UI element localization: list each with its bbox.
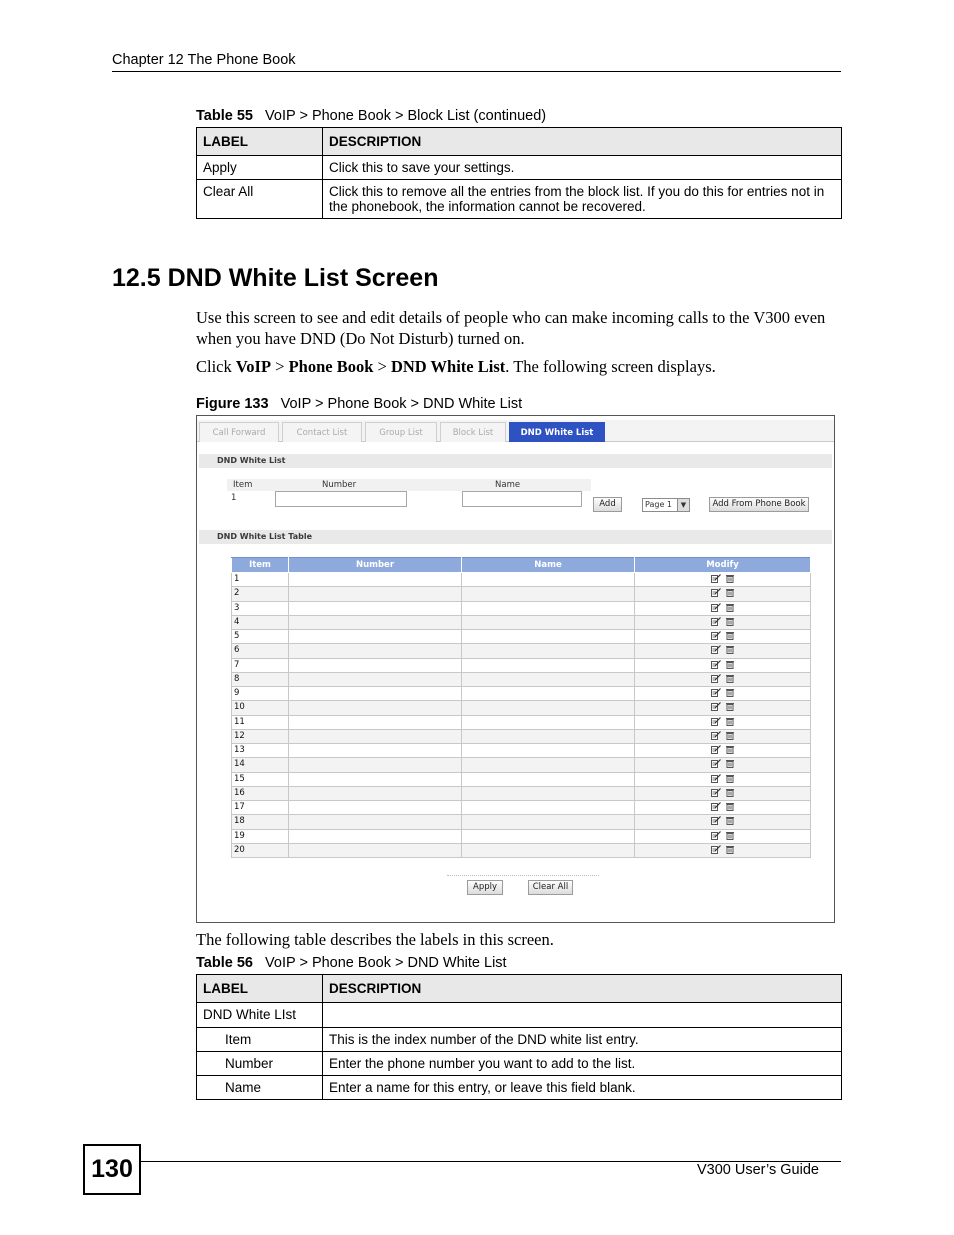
tab-dnd-white-list[interactable]: DND White List xyxy=(509,422,605,442)
list-table-body xyxy=(232,573,811,858)
delete-icon[interactable] xyxy=(725,759,735,768)
edit-icon[interactable] xyxy=(711,617,721,626)
row-name xyxy=(462,701,635,715)
row-name xyxy=(462,815,635,829)
row-number xyxy=(289,758,462,772)
tab-bar xyxy=(197,420,834,442)
instruction-phone-book: Phone Book xyxy=(288,357,374,376)
table56-caption xyxy=(196,955,507,971)
edit-icon[interactable] xyxy=(711,774,721,783)
table-row xyxy=(232,758,811,772)
delete-icon[interactable] xyxy=(725,588,735,597)
figure-caption xyxy=(196,396,522,412)
row-item: 17 xyxy=(232,801,289,815)
row-item: 1 xyxy=(232,573,289,587)
chevron-down-icon[interactable]: ▼ xyxy=(677,499,689,511)
row-number xyxy=(289,786,462,800)
row-number xyxy=(289,701,462,715)
table56 xyxy=(196,974,842,1100)
row-description: This is the index number of the DND white list entry. xyxy=(323,1028,842,1052)
tab-block-list[interactable]: Block List xyxy=(440,422,506,442)
header-name: Name xyxy=(462,558,635,573)
row-label: Name xyxy=(197,1076,323,1100)
row-modify xyxy=(635,672,811,686)
table55 xyxy=(196,127,842,219)
row-number xyxy=(289,801,462,815)
row-modify xyxy=(635,658,811,672)
row-modify xyxy=(635,843,811,857)
page-select-value: Page 1 xyxy=(645,500,672,509)
row-modify xyxy=(635,729,811,743)
instruction-voip: VoIP xyxy=(235,357,272,376)
table-row xyxy=(232,573,811,587)
table-row xyxy=(232,815,811,829)
row-label: Clear All xyxy=(197,180,323,219)
edit-icon[interactable] xyxy=(711,603,721,612)
row-modify xyxy=(635,815,811,829)
table55-caption xyxy=(196,108,546,124)
row-number xyxy=(289,744,462,758)
table-row xyxy=(232,601,811,615)
delete-icon[interactable] xyxy=(725,788,735,797)
edit-icon[interactable] xyxy=(711,802,721,811)
row-number xyxy=(289,658,462,672)
row-name xyxy=(462,615,635,629)
name-input[interactable] xyxy=(462,491,582,507)
row-number xyxy=(289,729,462,743)
col-label-header: LABEL xyxy=(197,975,323,1003)
edit-icon[interactable] xyxy=(711,674,721,683)
row-modify xyxy=(635,744,811,758)
table-row xyxy=(232,701,811,715)
edit-icon[interactable] xyxy=(711,731,721,740)
row-item: 13 xyxy=(232,744,289,758)
row-modify xyxy=(635,687,811,701)
delete-icon[interactable] xyxy=(725,631,735,640)
row-name xyxy=(462,573,635,587)
table-row xyxy=(232,587,811,601)
table-header-row xyxy=(197,128,842,156)
table-row xyxy=(232,829,811,843)
row-item: 4 xyxy=(232,615,289,629)
row-item: 9 xyxy=(232,687,289,701)
delete-icon[interactable] xyxy=(725,574,735,583)
delete-icon[interactable] xyxy=(725,845,735,854)
table-intro-text: The following table describes the labels in this screen. xyxy=(196,930,554,949)
add-button[interactable]: Add xyxy=(593,497,622,512)
row-item: 3 xyxy=(232,601,289,615)
page-number: 130 xyxy=(83,1144,141,1195)
row-modify xyxy=(635,715,811,729)
edit-icon[interactable] xyxy=(711,688,721,697)
delete-icon[interactable] xyxy=(725,802,735,811)
row-name xyxy=(462,687,635,701)
row-number xyxy=(289,630,462,644)
row-label: Number xyxy=(197,1052,323,1076)
edit-icon[interactable] xyxy=(711,645,721,654)
row-item: 2 xyxy=(232,587,289,601)
row-item: 20 xyxy=(232,843,289,857)
table-row xyxy=(197,1003,842,1028)
table-row xyxy=(232,687,811,701)
row-item: 18 xyxy=(232,815,289,829)
section-title-dnd-white-list-table: DND White List Table xyxy=(199,530,832,544)
row-modify xyxy=(635,701,811,715)
number-input[interactable] xyxy=(275,491,407,507)
row-label: Item xyxy=(197,1028,323,1052)
edit-icon[interactable] xyxy=(711,660,721,669)
table-row xyxy=(197,1076,842,1100)
table-row xyxy=(232,729,811,743)
dnd-white-list-table xyxy=(231,557,811,858)
row-modify xyxy=(635,772,811,786)
row-number xyxy=(289,615,462,629)
delete-icon[interactable] xyxy=(725,645,735,654)
instruction-dnd-white-list: DND White List xyxy=(390,357,506,376)
table-row xyxy=(232,630,811,644)
edit-icon[interactable] xyxy=(711,745,721,754)
figure-caption-number: Figure 133 xyxy=(196,396,269,412)
instruction-sep: > xyxy=(373,357,391,376)
delete-icon[interactable] xyxy=(725,660,735,669)
row-number xyxy=(289,687,462,701)
list-table-header xyxy=(232,558,811,573)
row-modify xyxy=(635,758,811,772)
table-row xyxy=(232,843,811,857)
figure-screenshot xyxy=(196,415,835,923)
row-name xyxy=(462,772,635,786)
delete-icon[interactable] xyxy=(725,731,735,740)
row-item: 19 xyxy=(232,829,289,843)
section-instruction xyxy=(196,356,826,377)
edit-icon[interactable] xyxy=(711,588,721,597)
row-description: Enter a name for this entry, or leave this field blank. xyxy=(323,1076,842,1100)
row-modify xyxy=(635,601,811,615)
row-name xyxy=(462,786,635,800)
table-row xyxy=(197,1052,842,1076)
row-name xyxy=(462,744,635,758)
row-modify xyxy=(635,587,811,601)
row-modify xyxy=(635,801,811,815)
row-modify xyxy=(635,829,811,843)
row-modify xyxy=(635,615,811,629)
field-header-row xyxy=(227,479,591,491)
header-modify: Modify xyxy=(635,558,811,573)
row-item: 16 xyxy=(232,786,289,800)
row-description: Click this to save your settings. xyxy=(323,156,842,180)
header-rule xyxy=(112,71,841,72)
delete-icon[interactable] xyxy=(725,717,735,726)
edit-icon[interactable] xyxy=(711,631,721,640)
row-name xyxy=(462,601,635,615)
button-divider xyxy=(447,875,599,876)
row-name xyxy=(462,729,635,743)
row-item: 12 xyxy=(232,729,289,743)
table-row xyxy=(232,801,811,815)
section-title-dnd-white-list: DND White List xyxy=(199,454,832,468)
row-name xyxy=(462,843,635,857)
edit-icon[interactable] xyxy=(711,845,721,854)
table-row xyxy=(232,772,811,786)
table56-caption-number: Table 56 xyxy=(196,955,253,971)
header-number: Number xyxy=(289,558,462,573)
table-row xyxy=(197,156,842,180)
row-number xyxy=(289,573,462,587)
table-row xyxy=(232,672,811,686)
row-item: 11 xyxy=(232,715,289,729)
row-number xyxy=(289,601,462,615)
row-number xyxy=(289,644,462,658)
row-item: 10 xyxy=(232,701,289,715)
row-name xyxy=(462,644,635,658)
edit-icon[interactable] xyxy=(711,816,721,825)
row-name xyxy=(462,801,635,815)
edit-icon[interactable] xyxy=(711,574,721,583)
row-number xyxy=(289,829,462,843)
guide-title: V300 User’s Guide xyxy=(697,1162,819,1178)
field-number-label: Number xyxy=(322,480,357,490)
col-label-header: LABEL xyxy=(197,128,323,156)
table-row xyxy=(232,615,811,629)
row-item: 7 xyxy=(232,658,289,672)
table-row xyxy=(197,180,842,219)
row-number xyxy=(289,672,462,686)
row-number xyxy=(289,772,462,786)
row-name xyxy=(462,829,635,843)
chapter-header: Chapter 12 The Phone Book xyxy=(112,52,296,68)
row-number xyxy=(289,715,462,729)
row-modify xyxy=(635,644,811,658)
delete-icon[interactable] xyxy=(725,674,735,683)
row-number xyxy=(289,815,462,829)
row-number xyxy=(289,587,462,601)
row-item: 8 xyxy=(232,672,289,686)
table-row xyxy=(197,1028,842,1052)
delete-icon[interactable] xyxy=(725,617,735,626)
row-name xyxy=(462,630,635,644)
item-value: 1 xyxy=(231,493,237,503)
delete-icon[interactable] xyxy=(725,688,735,697)
clear-all-button[interactable]: Clear All xyxy=(528,880,573,895)
delete-icon[interactable] xyxy=(725,774,735,783)
row-modify xyxy=(635,573,811,587)
col-description-header: DESCRIPTION xyxy=(323,975,842,1003)
instruction-sep: > xyxy=(271,357,289,376)
row-item: 6 xyxy=(232,644,289,658)
row-item: 14 xyxy=(232,758,289,772)
field-name-label: Name xyxy=(495,480,521,490)
table-row xyxy=(232,715,811,729)
delete-icon[interactable] xyxy=(725,816,735,825)
row-name xyxy=(462,672,635,686)
col-description-header: DESCRIPTION xyxy=(323,128,842,156)
delete-icon[interactable] xyxy=(725,831,735,840)
row-modify xyxy=(635,786,811,800)
delete-icon[interactable] xyxy=(725,702,735,711)
delete-icon[interactable] xyxy=(725,745,735,754)
row-label: Apply xyxy=(197,156,323,180)
section-paragraph: Use this screen to see and edit details of people who can make incoming calls to the V300 even when you have DND (Do Not Disturb) turned on. xyxy=(196,308,826,348)
edit-icon[interactable] xyxy=(711,717,721,726)
edit-icon[interactable] xyxy=(711,702,721,711)
instruction-text: Click xyxy=(196,357,236,376)
row-name xyxy=(462,587,635,601)
add-from-phone-book-button[interactable]: Add From Phone Book xyxy=(709,497,809,512)
row-label: DND White LIst xyxy=(197,1003,323,1028)
row-item: 15 xyxy=(232,772,289,786)
table56-caption-text: VoIP > Phone Book > DND White List xyxy=(265,955,507,971)
page-select[interactable] xyxy=(642,498,690,512)
table55-caption-number: Table 55 xyxy=(196,108,253,124)
tab-call-forward[interactable]: Call Forward xyxy=(199,422,279,442)
row-modify xyxy=(635,630,811,644)
table-row xyxy=(232,658,811,672)
row-item: 5 xyxy=(232,630,289,644)
edit-icon[interactable] xyxy=(711,788,721,797)
row-name xyxy=(462,758,635,772)
edit-icon[interactable] xyxy=(711,759,721,768)
row-description: Click this to remove all the entries from the block list. If you do this for entries not in the phonebook, the information cannot be recovered. xyxy=(323,180,842,219)
table-row xyxy=(232,644,811,658)
table55-caption-text: VoIP > Phone Book > Block List (continued) xyxy=(265,108,547,124)
figure-caption-text: VoIP > Phone Book > DND White List xyxy=(280,396,523,412)
edit-icon[interactable] xyxy=(711,831,721,840)
row-description xyxy=(323,1003,842,1028)
instruction-text-end: . The following screen displays. xyxy=(505,357,716,376)
row-number xyxy=(289,843,462,857)
header-item: Item xyxy=(232,558,289,573)
table-row xyxy=(232,744,811,758)
table-header-row xyxy=(197,975,842,1003)
delete-icon[interactable] xyxy=(725,603,735,612)
apply-button[interactable]: Apply xyxy=(467,880,503,895)
row-name xyxy=(462,658,635,672)
table-row xyxy=(232,786,811,800)
tab-group-list[interactable]: Group List xyxy=(365,422,437,442)
section-heading: 12.5 DND White List Screen xyxy=(112,264,439,292)
row-description: Enter the phone number you want to add to the list. xyxy=(323,1052,842,1076)
tab-contact-list[interactable]: Contact List xyxy=(282,422,362,442)
row-name xyxy=(462,715,635,729)
field-item-label: Item xyxy=(233,480,253,490)
